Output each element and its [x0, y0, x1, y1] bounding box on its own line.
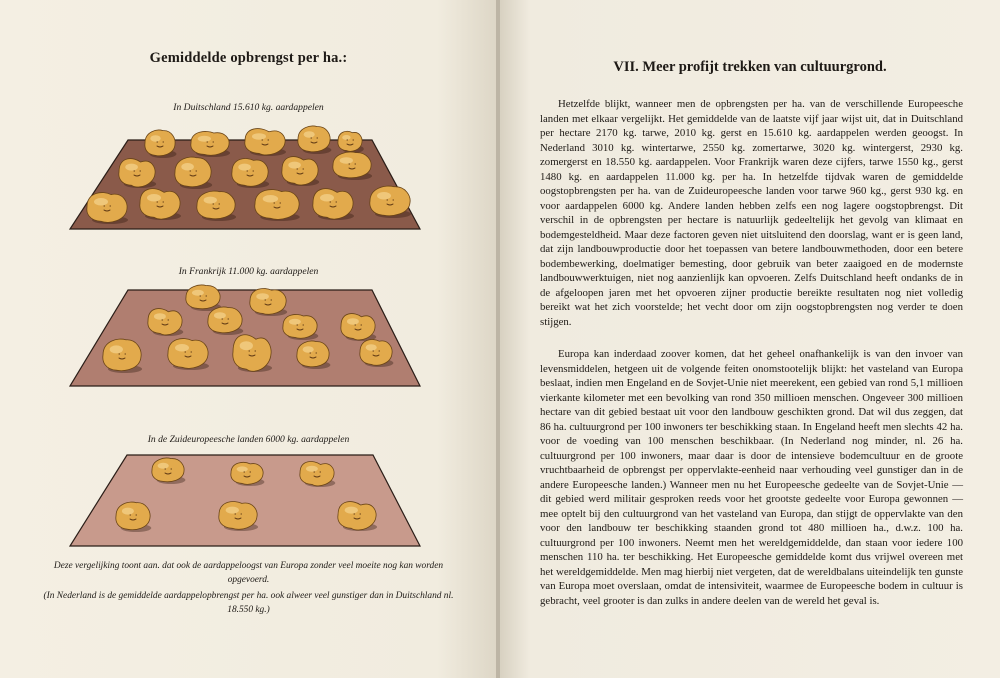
potato-icon [116, 502, 151, 532]
comparison-note: Deze vergelijking toont aan. dat ook de aardappeloogst van Europa zonder veel moeite nog kan worden opgevoerd. [53, 561, 444, 585]
left-page [0, 0, 497, 678]
potato-highlight [204, 197, 217, 204]
potato-highlight [147, 194, 161, 202]
potato-icon [233, 335, 272, 372]
potato-body [208, 307, 242, 333]
potato-body [87, 193, 127, 223]
paragraph-2-text: Europa kan inderdaad zoover komen, dat het geheel onafhankelijk is van den invoer van levensmiddelen, hetgeen uit de volgende feiten onomstootelijk blijkt: het vasteland van Europa beslaat, indien men Engeland en de Sovjet-Unie niet meerekent, een gebied van rond 5,1 millioen vierkante kilometer met een bevolking van rond 350 millioen menschen. Ongeveer 300 millioen hectare van dit gebied bestaat uit voor den landbouw geschikten grond. Dat wil dus zeggen, dat 86 ha. cultuurgrond per 100 inwoners ter beschikking staan. In Engeland heeft men slechts 42 ha. voor de voeding van 100 menschen beschikbaar. (In Nederland nog minder, nl. 26 ha. cultuurgrond per 100 inwoners, maar daar is door de intensieve bodemcultuur en de groote vruchtbaarheid de opbrengst per oppervlakte-eenheid naar verhouding veel gunstiger dan in de andere Europeesche landen.) Wanneer men nu het Europeesche gedeelte van de Sovjet-Unie — dit gebied werd militair gesproken reeds voor het grootste gedeelte voor Europa gewonnen — mee optelt bij den cultuurgrond van het vasteland van Europa, dan stijgt de oppervlakte van den voor den landbouw ter beschikking staanden grond tot 480 millioen ha., d.w.z. 100 ha. cultuurgrond per 100 inwoners. Neemt men het wereldgemiddelde, dan staan voor iedere 100 menschen 110 ha. ter beschikking. Het Europeesche gemiddelde komt dus vrijwel overeen met het wereldgemiddelde. Men mag hierbij niet vergeten, dat de wereldbalans uiteindelijk ten gunste van Europa moet overslaan, omdat de intensiviteit, waarmee de Europeesche bodem in cultuur is gebracht, veel grooter is dan zulks in andere deelen van de wereld het geval is. [540, 348, 963, 607]
potato-body [175, 157, 211, 187]
potato-body [116, 502, 150, 530]
potato-body [370, 186, 410, 216]
potato-highlight [226, 507, 239, 514]
potato-icon [87, 193, 128, 224]
potato-body [145, 130, 175, 156]
netherlands-note: (In Nederland is de gemiddelde aardappelopbrengst per ha. ook alweer veel gunstiger dan in Duitschland nl. 18.550 kg.) [43, 591, 454, 615]
potato-body [232, 159, 268, 187]
potato-body [197, 191, 235, 219]
potato-highlight [125, 164, 138, 171]
potato-highlight [175, 344, 189, 352]
potato-highlight [252, 133, 266, 140]
potato-icon [250, 288, 287, 316]
potato-icon [255, 190, 300, 221]
potato-body [152, 458, 184, 482]
caption-germany: In Duitschland 15.610 kg. aardappelen [173, 102, 324, 113]
potato-body [168, 339, 208, 369]
potato-body [140, 189, 180, 219]
potato-highlight [154, 313, 166, 320]
potato-highlight [306, 466, 318, 472]
potato-highlight [366, 344, 377, 351]
potato-highlight [158, 463, 169, 469]
potato-highlight [240, 341, 253, 350]
caption-france: In Frankrijk 11.000 kg. aardappelen [178, 266, 319, 277]
potato-highlight [122, 508, 134, 515]
potato-highlight [150, 135, 161, 142]
potato-icon [186, 285, 221, 311]
potato-body [341, 314, 375, 340]
potato-icon [232, 159, 269, 188]
potato-body [300, 462, 334, 486]
left-page-title: Gemiddelde opbrengst per ha.: [149, 50, 348, 66]
potato-body [360, 339, 392, 365]
potato-body [298, 126, 330, 152]
potato-icon [175, 157, 212, 189]
potato-body [255, 190, 299, 220]
potato-highlight [345, 507, 358, 514]
potato-highlight [238, 164, 251, 171]
potato-icon [333, 152, 372, 180]
potato-highlight [340, 157, 353, 164]
potato-highlight [342, 135, 350, 140]
potato-icon [208, 307, 243, 335]
potato-highlight [289, 319, 301, 325]
potato-body [233, 335, 271, 372]
potato-highlight [181, 163, 194, 171]
potato-highlight [377, 192, 391, 200]
potato-highlight [303, 346, 314, 353]
potato-highlight [288, 162, 301, 169]
potato-icon [282, 157, 319, 186]
potato-icon [119, 159, 156, 188]
potato-body [231, 462, 263, 484]
potato-icon [297, 341, 331, 369]
potato-highlight [304, 131, 315, 138]
potato-body [338, 131, 362, 151]
potato-highlight [214, 312, 226, 319]
right-page [500, 0, 1000, 678]
potato-body [119, 159, 155, 187]
potato-icon [168, 339, 209, 370]
potato-highlight [198, 136, 211, 142]
potato-icon [197, 191, 236, 221]
potato-icon [370, 186, 411, 218]
potato-icon [341, 314, 376, 341]
potato-highlight [320, 194, 334, 202]
potato-body [283, 314, 317, 338]
potato-body [191, 131, 229, 155]
body-paragraph-1 [540, 97, 963, 329]
potato-icon [148, 309, 183, 336]
potato-body [313, 189, 353, 219]
potato-body [245, 129, 285, 155]
potato-body [282, 157, 318, 185]
chapter-title: VII. Meer profijt trekken van cultuurgrond. [613, 59, 887, 75]
potato-body [219, 502, 257, 530]
potato-highlight [347, 318, 359, 325]
potato-icon [191, 131, 230, 157]
potato-icon [313, 189, 354, 220]
potato-highlight [263, 195, 278, 203]
potato-highlight [192, 290, 204, 296]
potato-icon [360, 339, 394, 367]
potato-icon [283, 314, 318, 340]
potato-icon [338, 502, 377, 531]
potato-highlight [237, 466, 248, 472]
potato-highlight [110, 345, 123, 353]
caption-south-europe: In de Zuideuropeesche landen 6000 kg. aardappelen [147, 434, 350, 445]
potato-icon [145, 130, 177, 158]
potato-icon [300, 462, 335, 487]
potato-body [103, 339, 141, 371]
potato-icon [245, 129, 286, 156]
potato-icon [152, 458, 186, 484]
potato-icon [103, 339, 142, 373]
potato-body [250, 288, 286, 314]
potato-body [186, 285, 220, 309]
potato-highlight [256, 293, 269, 300]
potato-icon [298, 126, 332, 154]
body-paragraph-2 [540, 347, 963, 608]
potato-icon [219, 502, 258, 531]
potato-body [297, 341, 329, 367]
potato-body [148, 309, 182, 335]
potato-body [333, 152, 371, 178]
paragraph-1-text: Hetzelfde blijkt, wanneer men de opbrengsten per ha. van de verschillende Europeesche landen met elkaar vergelijkt. Het gemiddelde van de laatste vijf jaar wijst uit, dat in Duitschland per hectare 2170 kg. tarwe, 2010 kg. gerst en 15.610 kg. aardappelen werden geoogst. In Nederland 3010 kg. wintertarwe, 2550 kg. zomertarwe, 3020 kg. wintergerst, 2930 kg. zomergerst en 18.550 kg. aardappelen. Voor Frankrijk waren deze cijfers, tarwe 1550 kg., gerst 1480 kg. en aardappelen 11.000 kg. per ha. In hetzelfde tijdvak waren de gemiddelde oogstopbrengsten per ha. van de Zuideuropeesche landen voor tarwe 960 kg., gerst 930 kg. en voor aardappelen 6000 kg. Andere landen hebben zelfs een nog lagere oogstopbrengst. Dit verschil in de opbrengsten per hectare is natuurlijk gedeeltelijk het gevolg van klimaat en bodemgesteldheid. Maar deze factoren geven niet uitsluitend den doorslag, want er is geen land, dat zijn landbouwproductie door het toepassen van betere landbouwmethoden, door een betere bodembewerking, doelmatiger bemesting, door gebruik van beter zaaigoed en de modernste landbouwwerktuigen, niet nog aanzienlijk kan opvoeren. Zelfs Duitschland heeft ondanks de in de afgeloopen jaren met het opvoeren zijner productie bereikte resultaten nog niet volledig bereikt wat het zich voorstelde; het vecht door om zijn oogstopbrengsten nog verder te doen stijgen. [540, 98, 963, 328]
potato-icon [231, 462, 265, 486]
potato-body [338, 502, 376, 530]
potato-highlight [94, 198, 108, 206]
potato-icon [140, 189, 181, 220]
